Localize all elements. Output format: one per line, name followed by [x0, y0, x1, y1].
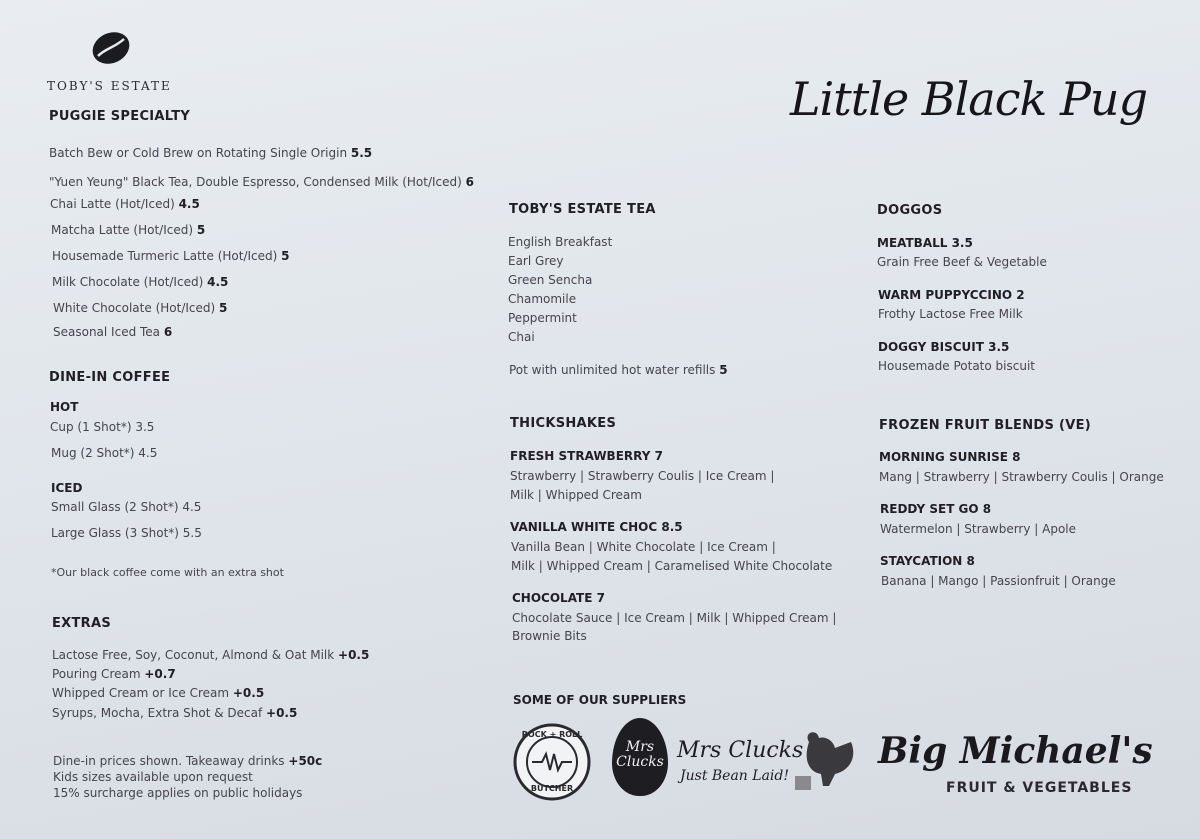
shake-desc: Milk | Whipped Cream	[510, 488, 642, 502]
menu-item: "Yuen Yeung" Black Tea, Double Espresso, Condensed Milk (Hot/Iced) 6	[49, 175, 474, 189]
menu-item: Chai Latte (Hot/Iced) 4.5	[50, 197, 200, 211]
mrs-clucks-badge-text: Mrs Clucks	[616, 739, 664, 770]
cafe-title: Little Black Pug	[790, 72, 1148, 126]
frozen-desc: Banana | Mango | Passionfruit | Orange	[881, 574, 1116, 588]
rock-roll-top: ROCK + ROLL	[521, 730, 583, 739]
rock-roll-bottom: BUTCHER	[530, 784, 574, 793]
shake-desc: Strawberry | Strawberry Coulis | Ice Cream |	[510, 469, 775, 483]
frozen-name: MORNING SUNRISE 8	[879, 450, 1021, 464]
coffee-title: DINE-IN COFFEE	[49, 370, 171, 385]
menu-item: Chai	[508, 330, 535, 344]
big-michaels-name: Big Michael's	[878, 730, 1153, 772]
frozen-name: REDDY SET GO 8	[880, 502, 992, 516]
doggo-desc: Housemade Potato biscuit	[878, 359, 1035, 373]
shakes-title: THICKSHAKES	[510, 416, 617, 431]
menu-item: Small Glass (2 Shot*) 4.5	[51, 500, 202, 514]
big-michaels-sub: FRUIT & VEGETABLES	[946, 780, 1133, 796]
doggo-desc: Grain Free Beef & Vegetable	[877, 255, 1047, 269]
shake-desc: Chocolate Sauce | Ice Cream | Milk | Whipped Cream |	[512, 611, 837, 625]
doggo-name: WARM PUPPYCCINO 2	[878, 288, 1025, 302]
doggo-desc: Frothy Lactose Free Milk	[878, 307, 1023, 321]
menu-item: Lactose Free, Soy, Coconut, Almond & Oat Milk +0.5	[52, 648, 370, 662]
iced-label: ICED	[51, 481, 83, 495]
doggo-name: MEATBALL 3.5	[877, 236, 973, 250]
menu-item: Earl Grey	[508, 254, 564, 268]
coffee-bean-icon	[90, 30, 132, 70]
shake-name: CHOCOLATE 7	[512, 591, 605, 605]
footer-line: Dine-in prices shown. Takeaway drinks +50c	[53, 754, 323, 768]
menu-item: Housemade Turmeric Latte (Hot/Iced) 5	[52, 249, 290, 263]
chicken-icon	[795, 726, 859, 800]
menu-item: Syrups, Mocha, Extra Shot & Decaf +0.5	[52, 706, 298, 720]
frozen-name: STAYCATION 8	[880, 554, 975, 568]
hot-label: HOT	[50, 400, 79, 414]
menu-item: English Breakfast	[508, 235, 613, 249]
shake-desc: Vanilla Bean | White Chocolate | Ice Cream |	[511, 540, 776, 554]
menu-item: White Chocolate (Hot/Iced) 5	[53, 301, 228, 315]
mrs-clucks-tagline: Just Bean Laid!	[680, 768, 789, 784]
tea-pot-note: Pot with unlimited hot water refills 5	[509, 363, 728, 377]
doggo-name: DOGGY BISCUIT 3.5	[878, 340, 1010, 354]
menu-item: Mug (2 Shot*) 4.5	[51, 446, 158, 460]
footer-line: Kids sizes available upon request	[53, 770, 253, 784]
menu-item: Whipped Cream or Ice Cream +0.5	[52, 686, 265, 700]
shake-desc: Brownie Bits	[512, 629, 587, 643]
specialty-title: PUGGIE SPECIALTY	[49, 109, 191, 124]
shake-desc: Milk | Whipped Cream | Caramelised White Chocolate	[511, 559, 833, 573]
menu-item: Chamomile	[508, 292, 577, 306]
rock-roll-butcher-logo	[512, 722, 592, 802]
frozen-desc: Mang | Strawberry | Strawberry Coulis | Orange	[879, 470, 1164, 484]
doggos-title: DOGGOS	[877, 203, 943, 218]
extras-title: EXTRAS	[52, 616, 112, 631]
shake-name: VANILLA WHITE CHOC 8.5	[510, 520, 683, 534]
mrs-clucks-egg-logo	[612, 718, 668, 796]
mrs-clucks-name: Mrs Clucks	[677, 738, 804, 763]
menu-item: Batch Bew or Cold Brew on Rotating Single Origin 5.5	[49, 146, 373, 160]
tea-title: TOBY'S ESTATE TEA	[509, 202, 656, 217]
menu-item: Matcha Latte (Hot/Iced) 5	[51, 223, 206, 237]
suppliers-title: SOME OF OUR SUPPLIERS	[513, 693, 687, 707]
menu-item: Pouring Cream +0.7	[52, 667, 176, 681]
menu-item: Cup (1 Shot*) 3.5	[50, 420, 155, 434]
menu-item: Milk Chocolate (Hot/Iced) 4.5	[52, 275, 229, 289]
menu-item: Green Sencha	[508, 273, 593, 287]
menu-item: Peppermint	[508, 311, 577, 325]
footer-line: 15% surcharge applies on public holidays	[53, 786, 303, 800]
shake-name: FRESH STRAWBERRY 7	[510, 449, 663, 463]
frozen-desc: Watermelon | Strawberry | Apole	[880, 522, 1077, 536]
coffee-note: *Our black coffee come with an extra shot	[51, 566, 284, 579]
frozen-title: FROZEN FRUIT BLENDS (VE)	[879, 418, 1091, 433]
brand-name: TOBY'S ESTATE	[47, 79, 172, 93]
menu-item: Seasonal Iced Tea 6	[53, 325, 173, 339]
menu-item: Large Glass (3 Shot*) 5.5	[51, 526, 202, 540]
